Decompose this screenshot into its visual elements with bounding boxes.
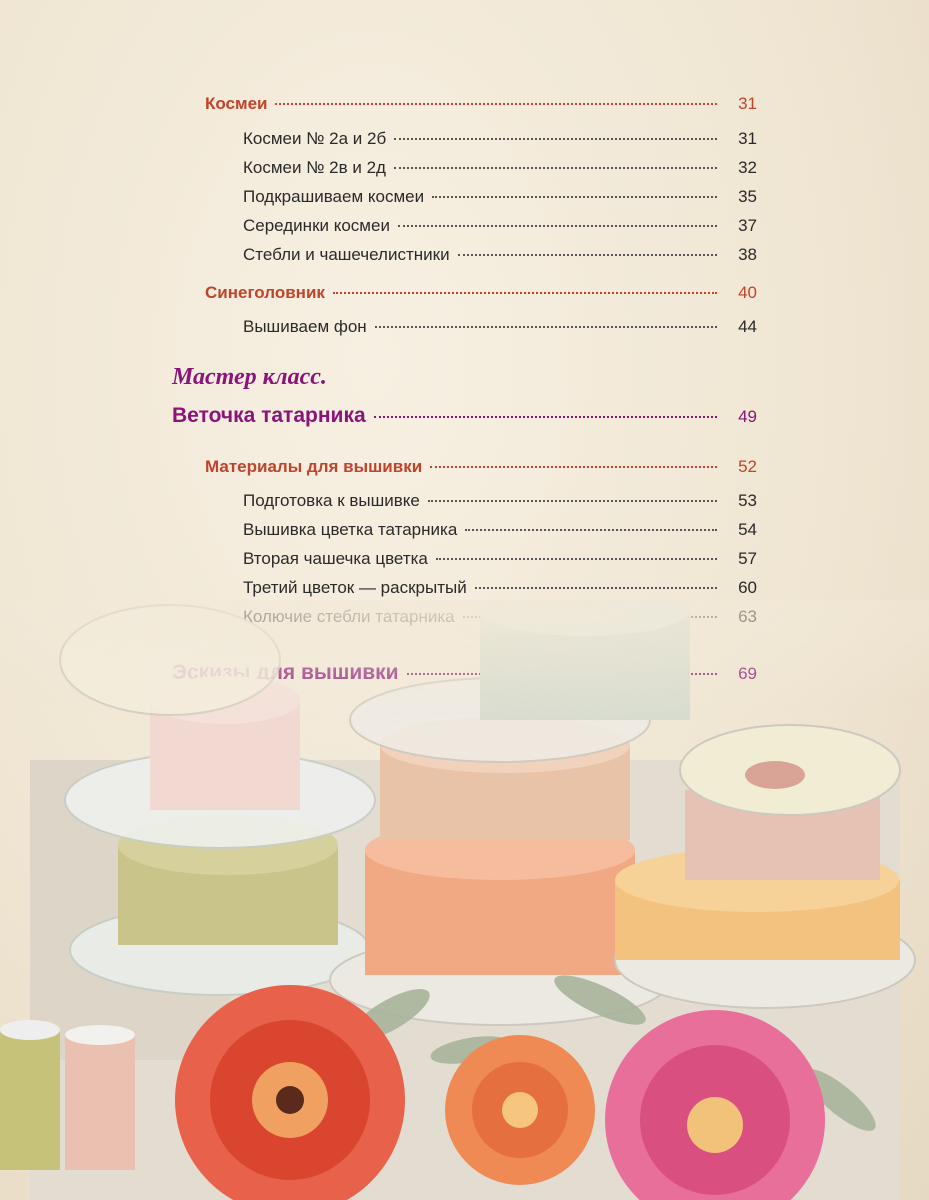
toc-entry-page: 54 bbox=[738, 520, 757, 539]
toc-entry-page: 35 bbox=[738, 187, 757, 206]
orange-rose bbox=[445, 1035, 595, 1185]
toc-entry-title: Третий цветок — раскрытый bbox=[243, 578, 467, 597]
toc-subentry[interactable] bbox=[243, 154, 757, 178]
toc-subentry[interactable] bbox=[243, 212, 757, 236]
dot-leader bbox=[398, 208, 717, 227]
toc-entry-cosmos[interactable] bbox=[205, 90, 757, 114]
thread-spools bbox=[0, 1020, 135, 1170]
toc-entry-page: 31 bbox=[738, 94, 757, 113]
toc-entry-page: 52 bbox=[738, 457, 757, 476]
toc-subentry[interactable] bbox=[243, 183, 757, 207]
toc-subentry[interactable] bbox=[243, 545, 757, 569]
toc-entry-title: Космеи № 2в и 2д bbox=[243, 158, 386, 177]
toc-entry-title: Космеи № 2а и 2б bbox=[243, 129, 387, 148]
toc-entry-page: 38 bbox=[738, 245, 757, 264]
toc-entry-thistle-branch[interactable] bbox=[172, 399, 757, 428]
toc-subentry[interactable] bbox=[243, 516, 757, 540]
toc-entry-title: Материалы для вышивки bbox=[205, 457, 423, 476]
toc-entry-title: Веточка татарника bbox=[172, 404, 366, 427]
toc-subentry[interactable] bbox=[243, 313, 757, 337]
toc-entry-title: Подкрашиваем космеи bbox=[243, 187, 425, 206]
toc-entry-sea-holly[interactable] bbox=[205, 279, 757, 303]
toc-entry-page: 37 bbox=[738, 216, 757, 235]
toc-entry-title: Серединки космеи bbox=[243, 216, 390, 235]
dot-leader bbox=[375, 309, 717, 328]
toc-entry-title: Вышиваем фон bbox=[243, 317, 367, 336]
toc-entry-title: Вышивка цветка татарника bbox=[243, 520, 458, 539]
dot-leader bbox=[394, 121, 717, 140]
dot-leader bbox=[430, 449, 717, 468]
toc-entry-title: Подготовка к вышивке bbox=[243, 491, 420, 510]
toc-entry-page: 60 bbox=[738, 578, 757, 597]
dot-leader bbox=[374, 395, 717, 418]
dot-leader bbox=[394, 150, 717, 169]
toc-entry-page: 32 bbox=[738, 158, 757, 177]
toc-entry-title: Синеголовник bbox=[205, 283, 325, 302]
dot-leader bbox=[475, 570, 717, 589]
master-class-label: Мастер класс. bbox=[172, 364, 327, 390]
toc-entry-title: Космеи bbox=[205, 94, 268, 113]
dot-leader bbox=[458, 237, 717, 256]
dot-leader bbox=[436, 541, 717, 560]
toc-subentry[interactable] bbox=[243, 574, 757, 598]
dot-leader bbox=[428, 483, 717, 502]
dot-leader bbox=[432, 179, 717, 198]
ribbon-spools-and-roses-illustration bbox=[0, 600, 929, 1200]
toc-entry-page: 53 bbox=[738, 491, 757, 510]
toc-entry-page: 31 bbox=[738, 129, 757, 148]
toc-entry-title: Вторая чашечка цветка bbox=[243, 549, 428, 568]
toc-entry-page: 49 bbox=[738, 407, 757, 426]
toc-entry-page: 57 bbox=[738, 549, 757, 568]
toc-subentry[interactable] bbox=[243, 125, 757, 149]
dot-leader bbox=[333, 275, 717, 294]
toc-subentry[interactable] bbox=[243, 241, 757, 265]
toc-subentry[interactable] bbox=[243, 487, 757, 511]
dot-leader bbox=[465, 512, 717, 531]
dot-leader bbox=[275, 86, 717, 105]
toc-entry-page: 44 bbox=[738, 317, 757, 336]
toc-entry-title: Стебли и чашечелистники bbox=[243, 245, 450, 264]
toc-entry-materials[interactable] bbox=[205, 453, 757, 477]
toc-entry-page: 40 bbox=[738, 283, 757, 302]
